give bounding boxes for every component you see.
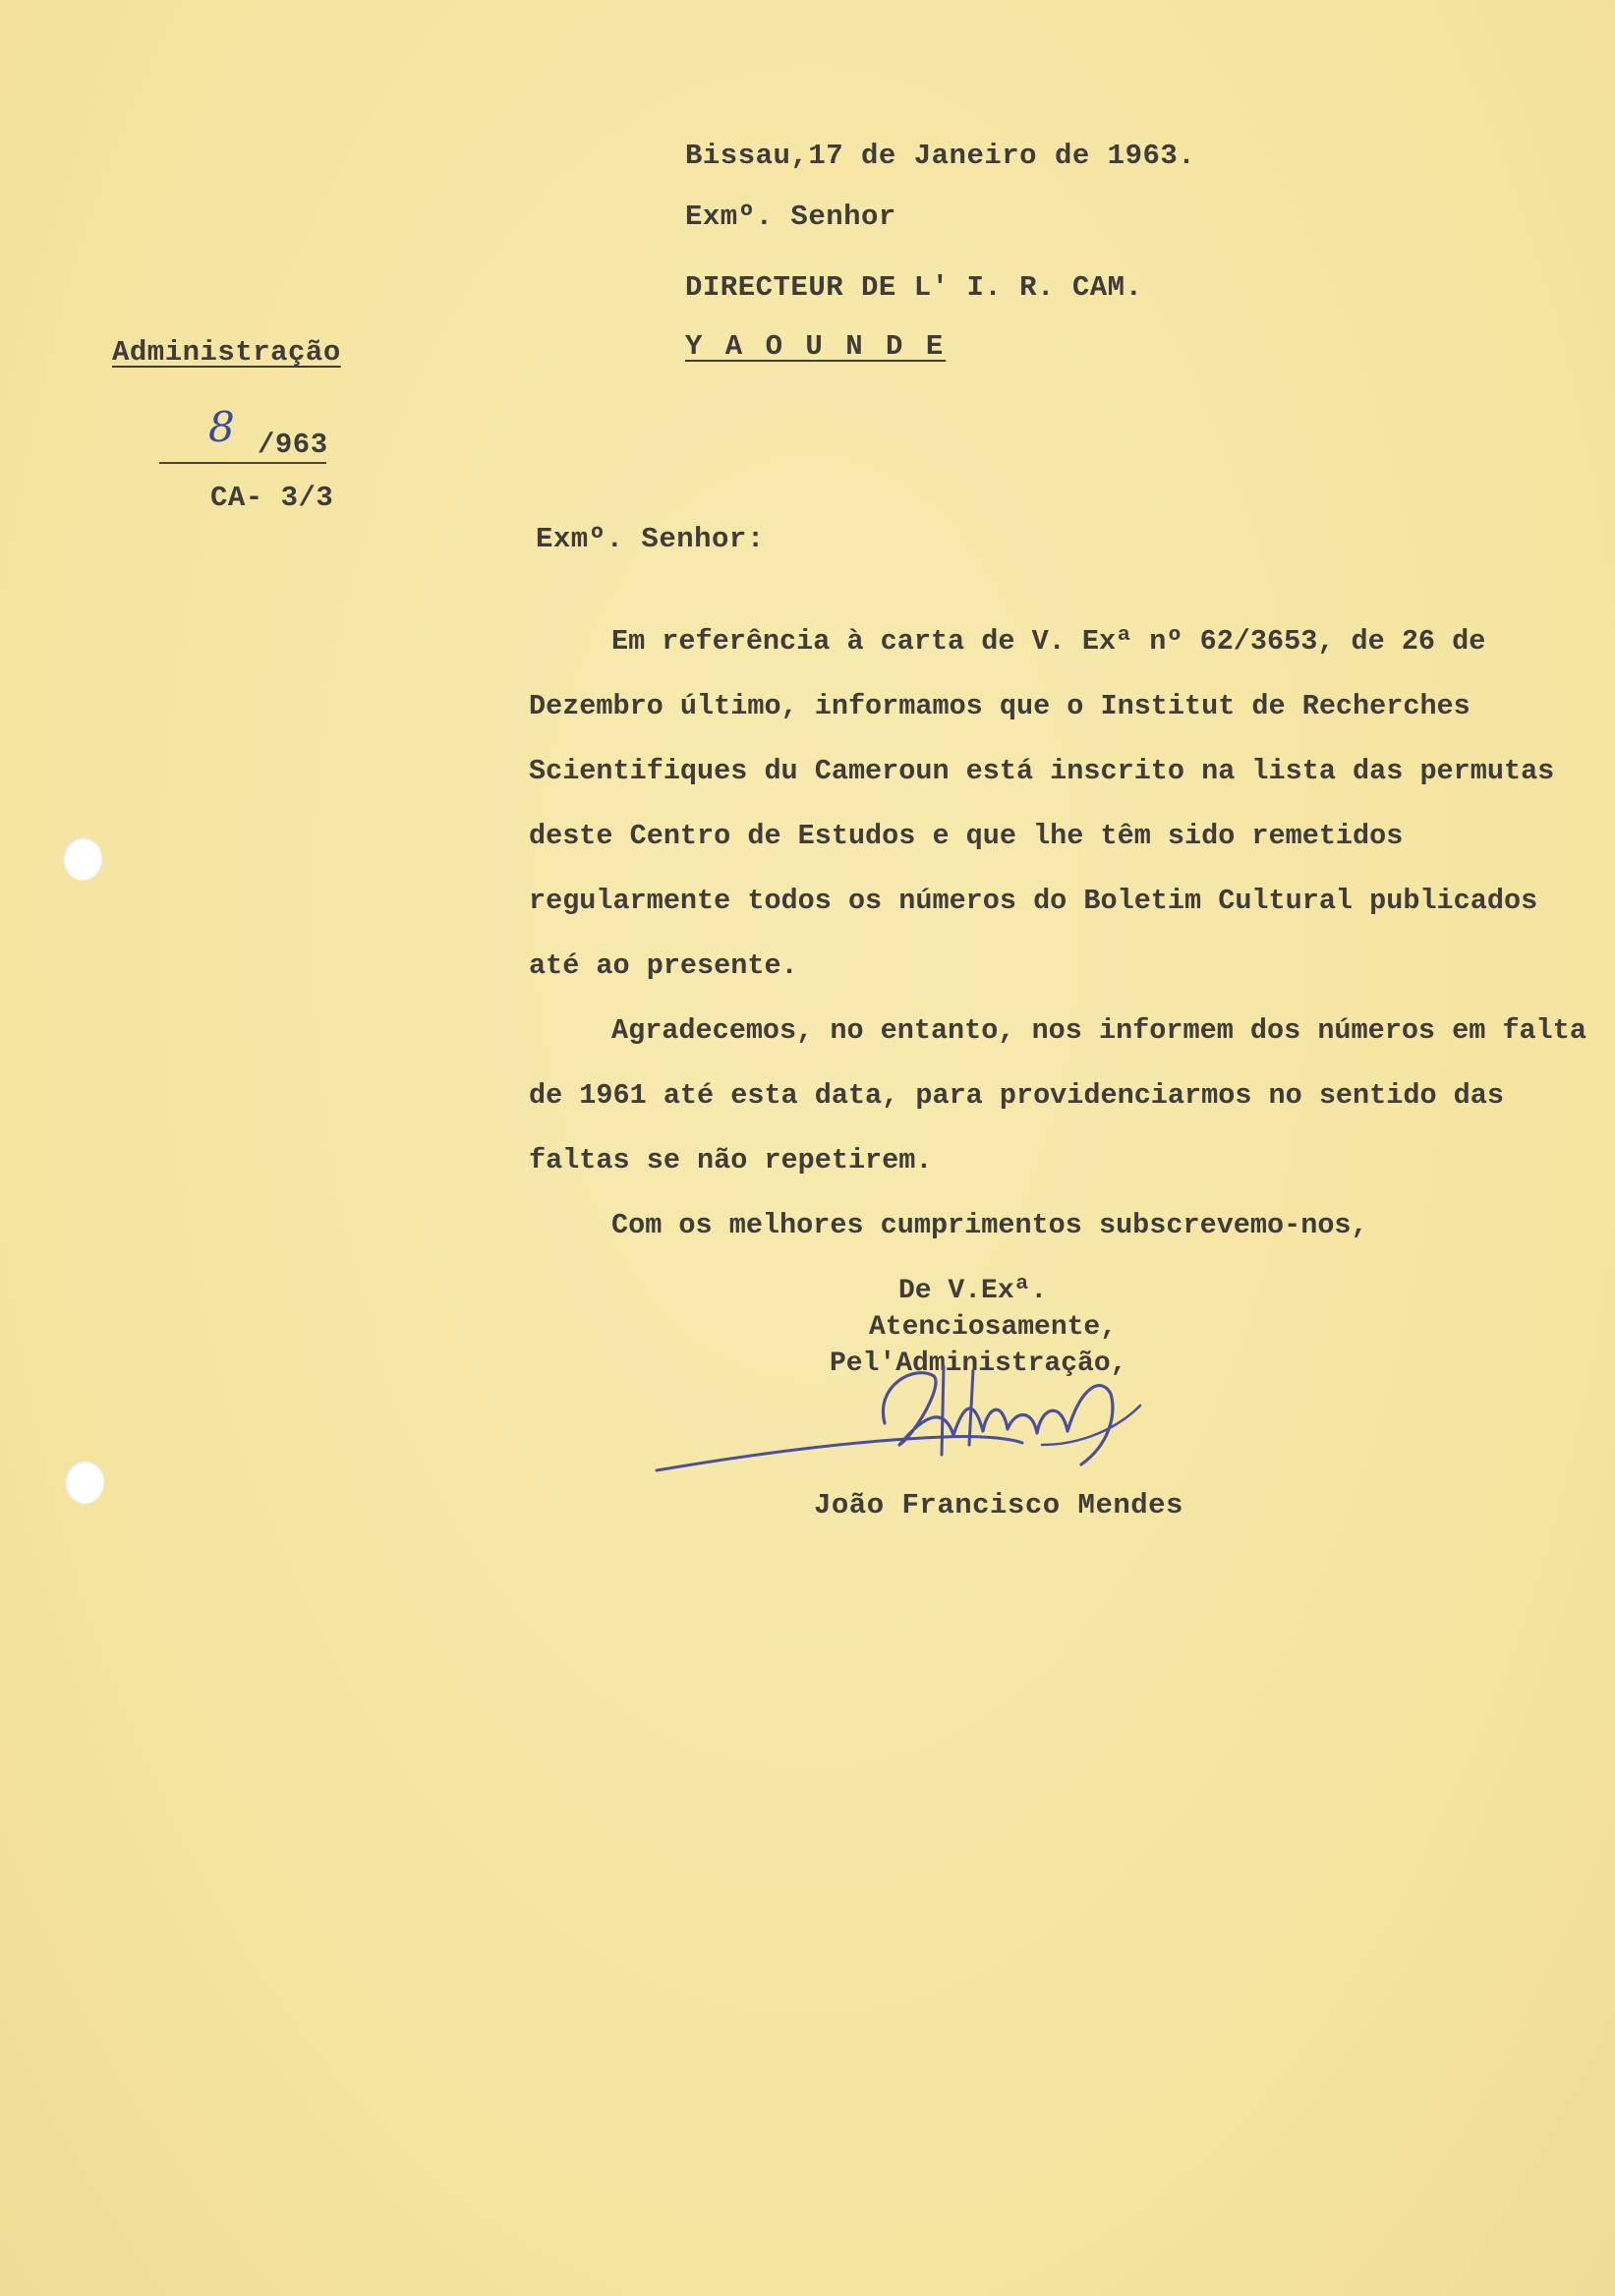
signatory-name: João Francisco Mendes (814, 1489, 1183, 1521)
signature-line-2: Atenciosamente, (869, 1312, 1118, 1343)
reference-handwritten-number: 8 (208, 403, 235, 451)
reference-number: /963 (258, 429, 328, 461)
paragraph-request: Agradecemos, no entanto, nos informem dos números em falta de 1961 até esta data, para providenciarmos no sentido das faltas se não repetirem. (529, 1014, 1586, 1177)
place-date: Bissau,17 de Janeiro de 1963. (685, 140, 1196, 172)
reference-underline (159, 462, 326, 464)
greeting: Exmº. Senhor: (536, 523, 765, 555)
paragraph-reply: Em referência à carta de V. Exª nº 62/3653, de 26 de Dezembro último, informamos que o Institut de Recherches Scientifiques du Cameroun está inscrito na lista das permutas deste Centro de Estudos e que lhe têm sido remetidos regularmente todos os números do Boletim Cultural publicados até ao presente. (529, 625, 1555, 982)
addressee-city: Y A O U N D E (685, 330, 947, 363)
punch-hole-top (63, 837, 102, 881)
reference-code: CA- 3/3 (210, 482, 334, 514)
paragraph-closing: Com os melhores cumprimentos subscrevemo-nos, (611, 1209, 1368, 1241)
handwritten-signature (649, 1347, 1160, 1494)
signature-line-1: De V.Exª. (898, 1276, 1048, 1306)
salutation-line: Exmº. Senhor (685, 201, 896, 233)
letter-body (529, 609, 1590, 1258)
punch-hole-bottom (65, 1461, 104, 1504)
signature-line-3: Pel'Administração, (830, 1349, 1127, 1379)
addressee: DIRECTEUR DE L' I. R. CAM. (685, 271, 1143, 304)
department-label: Administração (112, 336, 341, 369)
